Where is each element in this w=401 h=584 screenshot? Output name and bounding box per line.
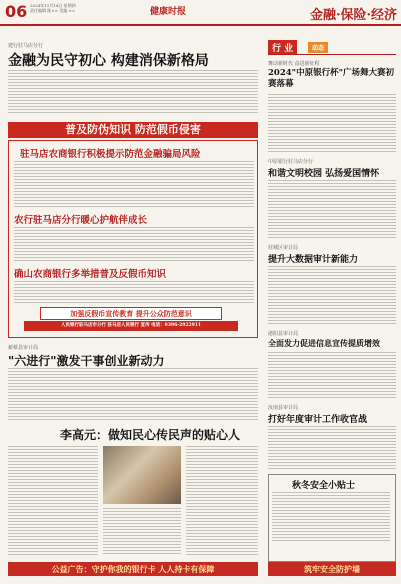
date-line [30,3,76,13]
pingyu-headline: 确山农商银行多举措普及反假币知识 [14,269,167,280]
bank-headline: 和谐文明校园 弘扬爱国情怀 [268,169,380,179]
date-text: 2024年11月14日 星期四 [30,3,76,8]
bank-kicker: 中原银行驻马店分行 [268,159,314,165]
safety-tips-headline: 秋冬安全小贴士 [292,481,356,491]
audit-headline: 全面发力促进信息宣传提质增效 [268,338,380,348]
page-header [0,0,401,26]
section-title: 金融·保险·经济 [309,8,397,23]
profile-body-text-middle [103,508,181,556]
agri-bank-headline: 农行驻马店分行暖心护航伴成长 [14,215,148,226]
zhumadian-body-text [14,161,254,207]
bottom-ad-banner: 公益广告：守护你我的银行卡 人人持卡有保障 [8,562,258,576]
agri-bank-body-text [14,227,254,261]
slogan-line-2: 人民银行驻马店市分行 驻马店人民银行 宣传 电话：0396-2922911 [24,321,238,331]
profile-photo [103,446,181,504]
audit-work-kicker: 汝南县审计局 [268,405,299,411]
tourism-kicker: 舞动新时代 奋进新征程 [268,61,320,67]
profile-body-text-right [186,446,258,556]
page-number: 06 [5,2,28,21]
six-entries-kicker: 新蔡县审计局 [8,345,39,351]
lead-body-text [8,70,258,114]
xiping-body-text [268,266,396,326]
audit-body-text [268,352,396,400]
six-entries-headline: "六进行"激发干事创业新动力 [8,354,165,368]
xiping-headline: 提升大数据审计新能力 [268,255,359,265]
profile-headline: 李高元：做知民心传民声的贴心人 [60,428,241,442]
industry-tag: 行 业 [268,40,297,55]
audit-kicker: 泌阳县审计局 [268,331,299,337]
lead-kicker: 建行驻马店分行 [8,43,44,49]
pingyu-body-text [14,281,254,305]
lead-headline: 金融为民守初心 构建消保新格局 [8,53,209,69]
dynamic-tag: 动态 [308,42,328,53]
tourism-body-text [268,94,396,154]
edition-text: 责任编辑 陈×× 美编 ×× [30,8,76,13]
slogan-line-1: 加强反假币宣传教育 提升公众防范意识 [40,307,222,320]
tourism-headline: 2024"中原银行杯"广场舞大赛初赛落幕 [268,68,395,89]
six-entries-body-text [8,368,258,420]
campaign-banner: 普及防伪知识 防范假币侵害 [8,122,258,138]
safety-tips-body-text [272,492,390,542]
xiping-kicker: 驻城区审计局 [268,245,299,251]
bank-body-text [268,180,396,240]
safety-banner: 筑牢安全防护墙 [268,562,396,576]
profile-body-text-left [8,446,98,556]
audit-work-body-text [268,426,396,470]
masthead-logo: 健康时报 [150,7,187,17]
audit-work-headline: 打好年度审计工作收官战 [268,415,368,425]
zhumadian-headline: 驻马店农商银行积极提示防范金融骗局风险 [20,149,201,160]
industry-rule [268,54,396,55]
